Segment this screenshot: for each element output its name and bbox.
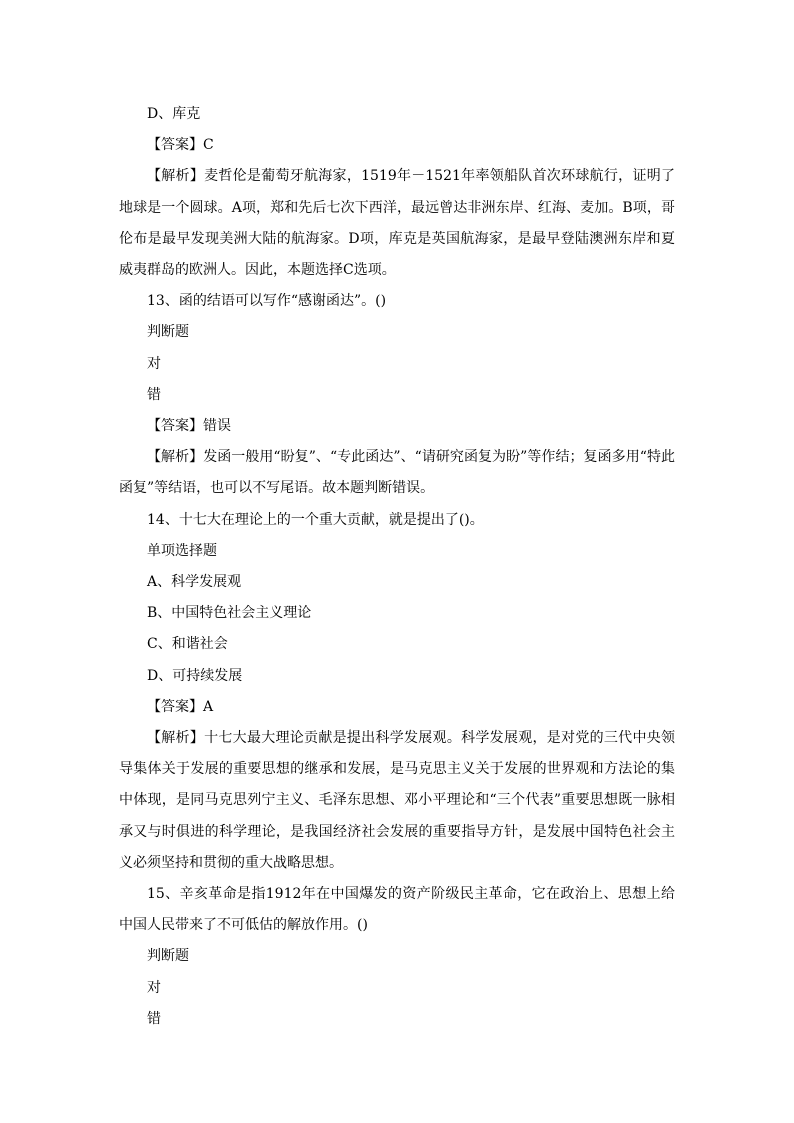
q15-question: 15、辛亥革命是指1912年在中国爆发的资产阶级民主革命，它在政治上、思想上给中国人民带来了不可低估的解放作用。(): [119, 886, 675, 934]
q13-answer: 【答案】错误: [147, 418, 231, 435]
q14-question: 14、十七大在理论上的一个重大贡献，就是提出了()。: [147, 511, 484, 528]
q14-option-c: C、和谐社会: [147, 636, 228, 653]
q13-option-false: 错: [147, 386, 161, 403]
q15-option-false: 错: [147, 1010, 161, 1027]
q12-analysis: 【解析】麦哲伦是葡萄牙航海家，1519年－1521年率领船队首次环球航行，证明了地球是一个圆球。A项，郑和先后七次下西洋，最远曾达非洲东岸、红海、麦加。B项，哥伦布是最早发现美洲大陆的航海家。D项，库克是英国航海家，是最早登陆澳洲东岸和夏威夷群岛的欧洲人。因此，本题选择C选项。: [119, 168, 675, 279]
q14-answer: 【答案】A: [147, 698, 214, 715]
q14-option-a: A、科学发展观: [147, 574, 242, 591]
q14-analysis: 【解析】十七大最大理论贡献是提出科学发展观。科学发展观，是对党的三代中央领导集体关于发展的重要思想的继承和发展，是马克思主义关于发展的世界观和方法论的集中体现，是同马克思列宁主义、毛泽东思想、邓小平理论和“三个代表”重要思想既一脉相承又与时俱进的科学理论，是我国经济社会发展的重要指导方针，是发展中国特色社会主义必须坚持和贯彻的重大战略思想。: [119, 730, 675, 871]
q13-analysis: 【解析】发函一般用“盼复”、“专此函达”、“请研究函复为盼”等作结；复函多用“特此函复”等结语，也可以不写尾语。故本题判断错误。: [119, 449, 675, 497]
page-content: [119, 99, 675, 1035]
q14-option-b: B、中国特色社会主义理论: [147, 605, 312, 622]
q13-option-true: 对: [147, 355, 161, 372]
q12-option-d: D、库克: [147, 106, 201, 122]
q12-answer: 【答案】C: [147, 137, 214, 154]
q15-option-true: 对: [147, 979, 161, 996]
q14-type: 单项选择题: [147, 542, 217, 559]
q13-question: 13、函的结语可以写作“感谢函达”。(): [147, 293, 387, 310]
q15-type: 判断题: [147, 948, 189, 965]
q14-option-d: D、可持续发展: [147, 667, 243, 684]
q13-type: 判断题: [147, 324, 189, 341]
